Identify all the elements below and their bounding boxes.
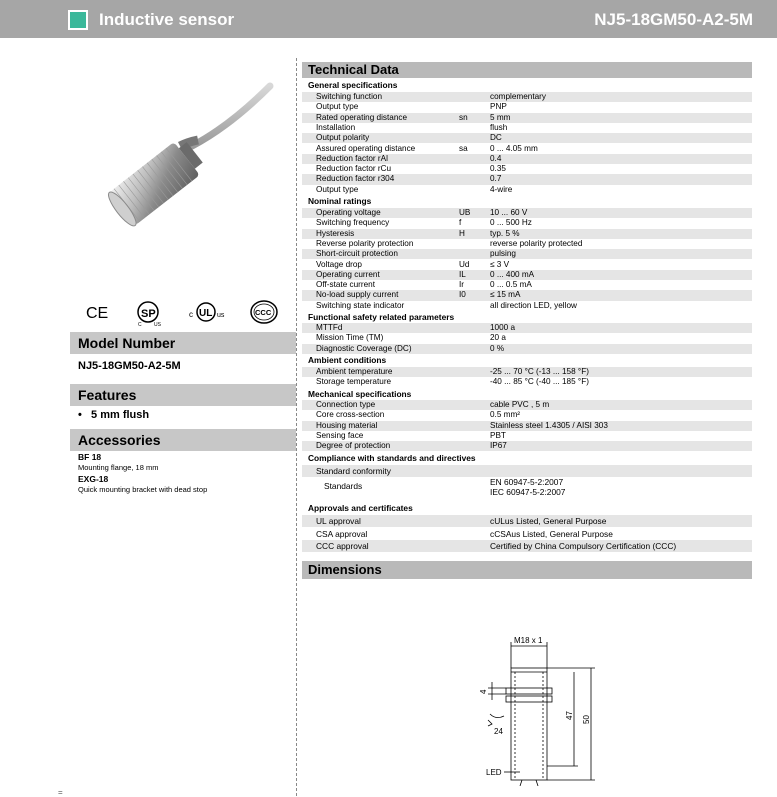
table-row: Standard conformity [302,465,752,477]
svg-text:UL: UL [199,308,213,319]
page-title: Inductive sensor [99,10,235,29]
sensor-product-image [80,76,280,256]
svg-text:c: c [189,310,193,319]
svg-text:US: US [154,322,161,328]
table-row: Rated operating distance sn 5 mm [302,113,752,123]
table-row: Voltage drop Ud ≤ 3 V [316,259,510,269]
table-row: Off-state current Ir 0 ... 0.5 mA [316,280,532,290]
dimension-drawing [470,636,610,786]
dimensions-heading: Dimensions [302,561,752,579]
accessory-name-exg18: EXG-18 [78,474,109,484]
table-row: Hysteresis H typ. 5 % [302,229,752,239]
table-row: Ambient temperature -25 ... 70 °C (-13 ... 158 °F) [302,367,752,377]
table-row: Reduction factor rCu 0.35 [316,164,506,174]
table-row: UL approval cULus Listed, General Purpose [302,515,752,527]
table-row: CSA approval cCSAus Listed, General Purpose [316,529,613,539]
table-row: Switching state indicator all direction LED, yellow [316,300,577,310]
ccc-mark [251,301,277,323]
section-ambient: Ambient conditions [308,355,387,365]
table-row: Sensing face PBT [316,430,506,440]
section-nominal: Nominal ratings [308,196,372,206]
table-row: MTTFd 1000 a [302,323,752,333]
table-row: Mission Time (TM) 20 a [316,333,506,343]
table-row: Standards EN 60947-5-2:2007 IEC 60947-5-2:2007 [324,477,566,497]
table-row: Diagnostic Coverage (DC) 0 % [302,344,752,354]
section-general: General specifications [308,80,398,90]
section-compliance: Compliance with standards and directives [308,453,476,463]
section-approvals: Approvals and certificates [308,503,413,513]
svg-text:SP: SP [141,308,156,320]
table-row: Output polarity DC [302,133,752,143]
table-row: Switching function complementary [302,92,752,102]
svg-text:us: us [217,312,225,319]
model-number-value: NJ5-18GM50-A2-5M [78,360,181,372]
ul-mark [189,303,225,321]
table-row: Output type 4-wire [316,184,513,194]
svg-text:C: C [138,322,142,328]
dim-47-label: 47 [565,711,574,720]
feature-item: • 5 mm flush [78,409,150,421]
table-row: No-load supply current I0 ≤ 15 mA [302,290,752,300]
table-row: Housing material Stainless steel 1.4305 / AISI 303 [302,421,752,431]
table-row: Reverse polarity protection reverse polarity protected [316,238,583,248]
technical-data-heading: Technical Data [302,62,752,78]
page-header [0,0,777,38]
model-number-heading: Model Number [70,332,296,354]
features-heading: Features [70,384,296,406]
table-row: Short-circuit protection pulsing [302,249,752,259]
footer-mark: = [58,788,63,797]
accessory-desc-exg18: Quick mounting bracket with dead stop [78,485,208,494]
table-row: CCC approval Certified by China Compulsory Certification (CCC) [302,540,752,552]
table-row: Operating current IL 0 ... 400 mA [302,270,752,280]
accent-square [68,10,88,30]
accessory-name-bf18: BF 18 [78,452,102,462]
table-row: Core cross-section 0.5 mm² [316,410,521,420]
dim-24-label: 24 [494,727,503,736]
table-row: Connection type cable PVC , 5 m [302,400,752,410]
dim-thread-label: M18 x 1 [514,636,543,645]
section-mechanical: Mechanical specifications [308,389,412,399]
svg-text:CCC: CCC [255,308,272,317]
accessories-heading: Accessories [70,429,296,451]
accessory-desc-bf18: Mounting flange, 18 mm [78,463,159,472]
table-row: Switching frequency f 0 ... 500 Hz [316,218,532,228]
table-row: Reduction factor rAl 0.4 [302,154,752,164]
table-row: Storage temperature -40 ... 85 °C (-40 ... 185 °F) [316,377,589,387]
table-row: Operating voltage UB 10 ... 60 V [302,208,752,218]
csa-mark [138,302,162,328]
column-divider [296,58,297,796]
certification-marks [86,298,296,333]
table-row: Reduction factor r304 0.7 [302,174,752,184]
dim-4-label: 4 [479,689,488,694]
led-label: LED [486,768,502,777]
ce-mark: CE [86,305,109,322]
table-row: Assured operating distance sa 0 ... 4.05 mm [316,143,538,153]
table-row: Degree of protection IP67 [302,441,752,451]
section-safety: Functional safety related parameters [308,312,455,322]
table-row: Installation flush [316,122,508,132]
left-column [0,38,296,796]
header-model-number: NJ5-18GM50-A2-5M [594,10,753,29]
table-row: Output type PNP [316,102,507,112]
dim-50-label: 50 [582,715,591,724]
